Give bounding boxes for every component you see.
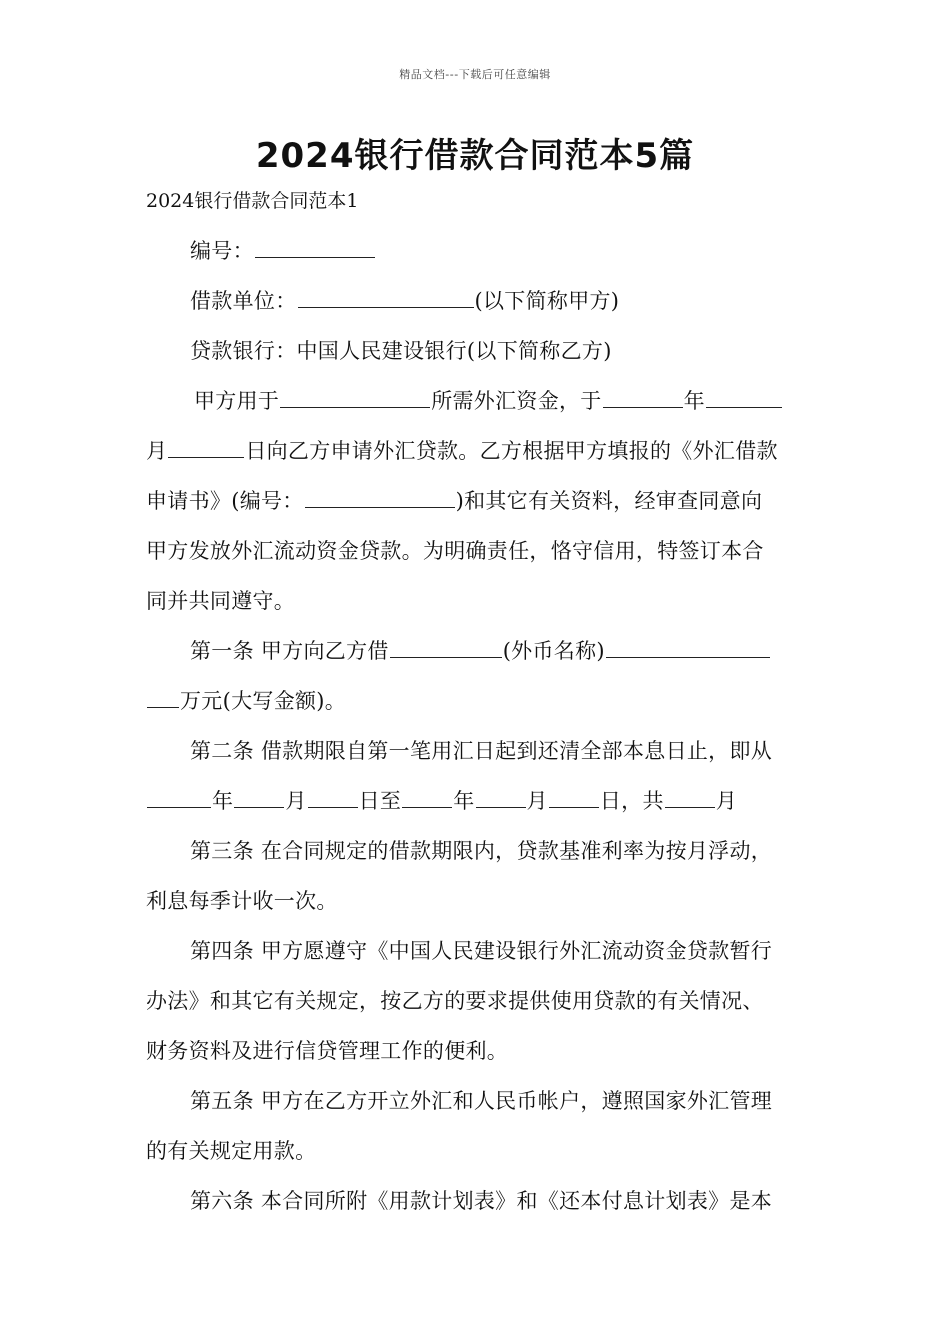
section-subtitle: 2024银行借款合同范本1 (146, 190, 359, 212)
article-text: 月 (715, 789, 738, 813)
preamble-line-2 (146, 426, 808, 476)
article5-line-2: 的有关规定用款。 (146, 1139, 317, 1163)
article4-line-3: 财务资料及进行信贷管理工作的便利。 (146, 1039, 509, 1063)
article6-line-1: 第六条 本合同所附《用款计划表》和《还本付息计划表》是本 (190, 1189, 773, 1213)
preamble-text: 日向乙方申请外汇贷款。乙方根据甲方填报的《外汇借款 (245, 439, 778, 463)
amount-words-blank[interactable] (147, 681, 179, 708)
article-text: 年 (453, 789, 475, 813)
application-number-blank[interactable] (305, 481, 455, 508)
article3-line-2: 利息每季计收一次。 (146, 889, 338, 913)
purpose-blank[interactable] (280, 381, 430, 408)
article4-line-1: 第四条 甲方愿遵守《中国人民建设银行外汇流动资金贷款暂行 (190, 939, 773, 963)
end-day-blank[interactable] (549, 781, 599, 808)
preamble-line-5: 同并共同遵守。 (146, 589, 296, 613)
article-text: 年 (212, 789, 234, 813)
borrower-blank[interactable] (298, 281, 474, 308)
article-text: 日，共 (599, 789, 664, 813)
start-year-blank[interactable] (147, 781, 211, 808)
article-text: (外币名称) (502, 639, 605, 663)
article5-line-1: 第五条 甲方在乙方开立外汇和人民币帐户，遵照国家外汇管理 (190, 1089, 773, 1113)
header-note: 精品文档---下载后可任意编辑 (399, 68, 551, 81)
article3-line-1: 第三条 在合同规定的借款期限内，贷款基准利率为按月浮动， (190, 839, 773, 863)
article-text: 月 (526, 789, 548, 813)
preamble-line-3 (146, 476, 808, 526)
article4-line-2: 办法》和其它有关规定，按乙方的要求提供使用贷款的有关情况、 (146, 989, 764, 1013)
preamble-text: )和其它有关资料，经审查同意向 (455, 489, 763, 513)
number-blank[interactable] (255, 231, 375, 258)
month-blank[interactable] (706, 381, 782, 408)
end-year-blank[interactable] (402, 781, 452, 808)
article2-line-2 (146, 776, 808, 826)
borrower-label: 借款单位： (190, 289, 297, 313)
start-day-blank[interactable] (308, 781, 358, 808)
borrower-line (146, 276, 852, 326)
article-text: 月 (285, 789, 307, 813)
article-text: 万元(大写金额)。 (180, 689, 347, 713)
article1-line-1 (146, 626, 852, 676)
preamble-text: 月 (146, 439, 168, 463)
preamble-text: 所需外汇资金，于 (431, 389, 602, 413)
preamble-text: 甲方用于 (194, 389, 280, 413)
lender-label: 贷款银行： (190, 339, 297, 363)
start-month-blank[interactable] (234, 781, 284, 808)
number-label: 编号： (190, 239, 254, 263)
preamble-text: 申请书》(编号： (146, 489, 304, 513)
total-months-blank[interactable] (665, 781, 715, 808)
lender-value: 中国人民建设银行(以下简称乙方) (296, 339, 612, 363)
article-text: 日至 (358, 789, 402, 813)
currency-blank[interactable] (606, 631, 770, 658)
preamble-line-1 (146, 376, 856, 426)
article1-line-2 (146, 676, 808, 726)
borrower-suffix: (以下简称甲方) (474, 289, 620, 313)
preamble-line-4: 甲方发放外汇流动资金贷款。为明确责任，恪守信用，特签订本合 (146, 539, 764, 563)
year-blank[interactable] (603, 381, 683, 408)
lender-line (146, 326, 852, 376)
document-title: 2024银行借款合同范本5篇 (255, 136, 695, 176)
end-month-blank[interactable] (476, 781, 526, 808)
article-text: 第一条 甲方向乙方借 (190, 639, 389, 663)
number-line (146, 226, 852, 276)
loan-amount-blank[interactable] (390, 631, 502, 658)
article2-line-1: 第二条 借款期限自第一笔用汇日起到还清全部本息日止，即从 (190, 739, 773, 763)
preamble-text: 年 (683, 389, 705, 413)
day-blank[interactable] (168, 431, 244, 458)
